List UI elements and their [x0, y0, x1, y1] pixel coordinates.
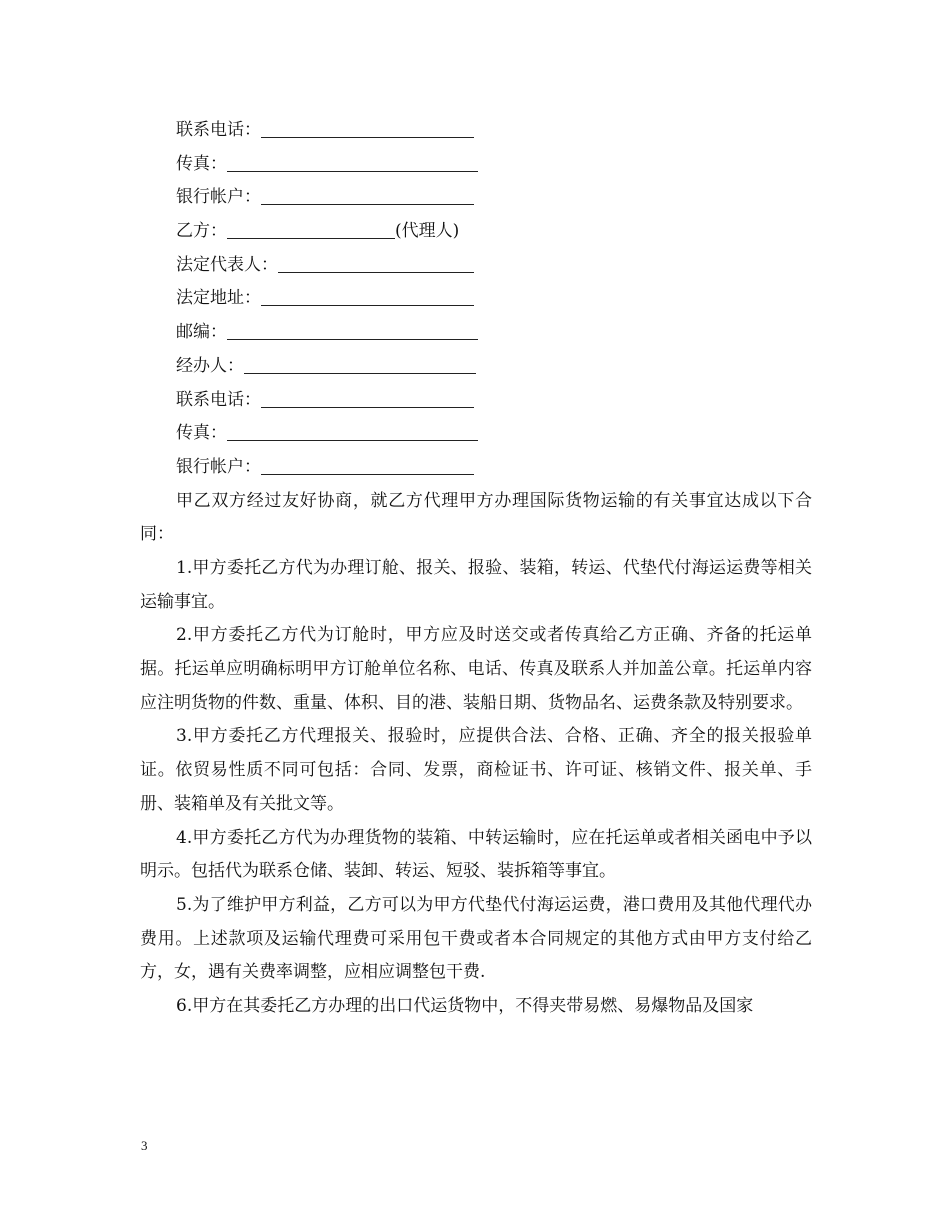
field-blank[interactable]	[261, 287, 474, 306]
legal-address-field	[140, 282, 812, 316]
field-label: 银行帐户：	[176, 187, 261, 208]
bank-account-field	[140, 181, 812, 215]
field-blank[interactable]	[261, 389, 474, 408]
field-label: 联系电话：	[176, 120, 261, 140]
field-label: 法定地址：	[176, 288, 261, 309]
field-blank[interactable]	[227, 220, 395, 239]
field-label: 经办人：	[176, 355, 244, 376]
field-blank[interactable]	[261, 119, 474, 138]
field-blank[interactable]	[261, 186, 474, 205]
postcode-field	[140, 316, 812, 350]
field-blank[interactable]	[227, 153, 478, 172]
field-label: 法定代表人：	[176, 254, 278, 275]
field-blank[interactable]	[227, 321, 478, 340]
field-label: 乙方：	[176, 221, 227, 242]
clause-4: 4.甲方委托乙方代为办理货物的装箱、中转运输时，应在托运单或者相关函电中予以明示。包括代为联系仓储、装卸、转运、短驳、装拆箱等事宜。	[140, 827, 812, 882]
page-number: 3	[141, 1138, 148, 1153]
party-b-field	[140, 215, 812, 249]
clause-2: 2.甲方委托乙方代为订舱时，甲方应及时送交或者传真给乙方正确、齐备的托运单据。托运单应明确标明甲方订舱单位名称、电话、传真及联系人并加盖公章。托运单内容应注明货物的件数、重量、体积、目的港、装船日期、货物品名、运费条款及特别要求。	[140, 625, 812, 713]
field-blank[interactable]	[227, 422, 478, 441]
intro-paragraph: 甲乙双方经过友好协商，就乙方代理甲方办理国际货物运输的有关事宜达成以下合同：	[140, 490, 812, 545]
legal-representative-field	[140, 249, 812, 283]
clause-6: 6.甲方在其委托乙方办理的出口代运货物中，不得夹带易燃、易爆物品及国家	[176, 996, 754, 1017]
fax-field	[140, 148, 812, 182]
clause-3: 3.甲方委托乙方代理报关、报验时，应提供合法、合格、正确、齐全的报关报验单证。依贸易性质不同可包括：合同、发票，商检证书、许可证、核销文件、报关单、手册、装箱单及有关批文等。	[140, 726, 812, 814]
contact-phone-field	[140, 114, 812, 148]
field-label: 传真：	[176, 153, 227, 174]
contact-phone-field-b	[140, 384, 812, 418]
field-blank[interactable]	[244, 355, 476, 374]
field-label: 邮编：	[176, 322, 227, 343]
field-suffix: (代理人)	[395, 221, 460, 242]
field-blank[interactable]	[278, 254, 474, 273]
field-label: 联系电话：	[176, 389, 261, 410]
handler-field	[140, 350, 812, 384]
clause-5: 5.为了维护甲方利益，乙方可以为甲方代垫代付海运运费，港口费用及其他代理代办费用。上述款项及运输代理费可采用包干费或者本合同规定的其他方式由甲方支付给乙方，女，遇有关费率调整，应相应调整包干费.	[140, 895, 812, 983]
clause-1: 1.甲方委托乙方代为办理订舱、报关、报验、装箱，转运、代垫代付海运运费等相关运输事宜。	[140, 557, 812, 612]
field-blank[interactable]	[261, 456, 474, 475]
fax-field-b	[140, 417, 812, 451]
field-label: 银行帐户：	[176, 456, 261, 477]
document-body	[140, 114, 812, 1024]
bank-account-field-b	[140, 451, 812, 485]
field-label: 传真：	[176, 423, 227, 444]
